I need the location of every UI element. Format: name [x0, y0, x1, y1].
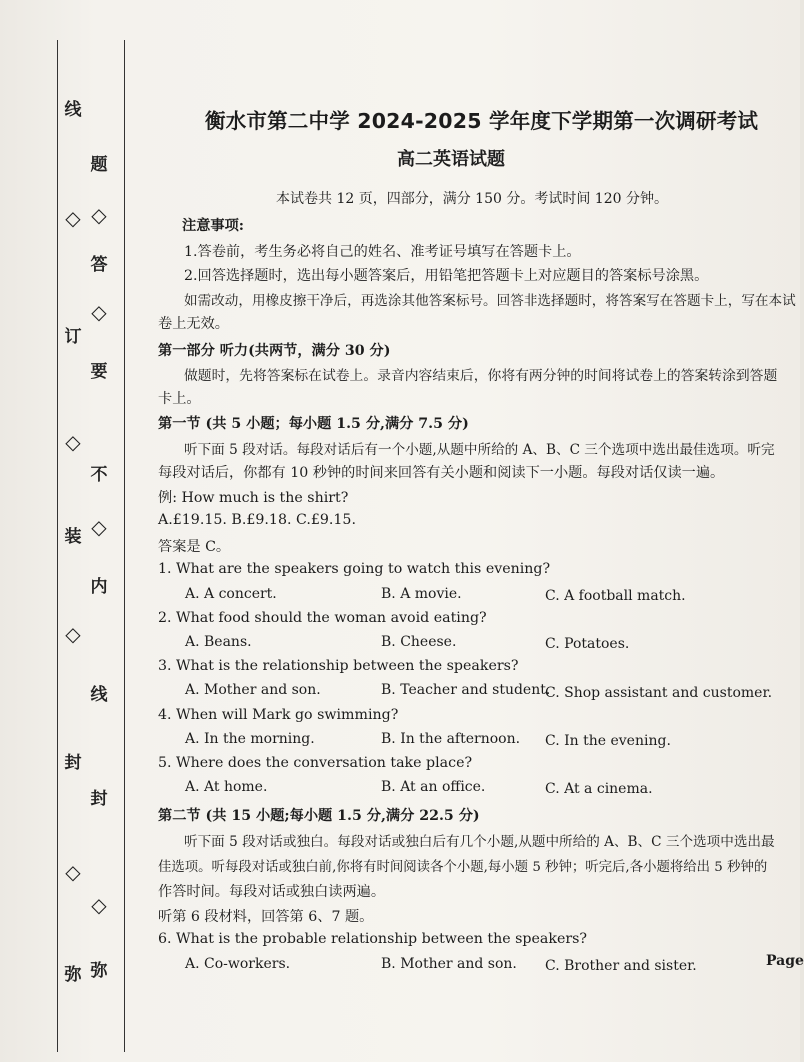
notice-item: 2.回答选择题时，选出每小题答案后，用铅笔把答题卡上对应题目的答案标号涂黑。	[184, 268, 709, 284]
margin-char: 要	[90, 362, 108, 382]
option-c: C. At a cinema.	[545, 781, 653, 797]
question-text: 3. What is the relationship between the speakers?	[158, 658, 519, 674]
binding-line-right	[124, 40, 125, 1052]
margin-diamond: ◇	[91, 300, 107, 324]
subject-title: 高二英语试题	[397, 149, 505, 170]
option-b: B. Teacher and student.	[381, 682, 551, 698]
option-c: C. Brother and sister.	[545, 958, 697, 974]
part1-intro: 卡上。	[158, 391, 201, 407]
exam-info: 本试卷共 12 页，四部分，满分 150 分。考试时间 120 分钟。	[276, 191, 668, 207]
margin-char: 线	[64, 100, 82, 120]
option-a: A. In the morning.	[185, 731, 315, 747]
margin-diamond: ◇	[65, 860, 81, 884]
example-answer: 答案是 C。	[158, 539, 231, 555]
section1-intro: 听下面 5 段对话。每段对话后有一个小题,从题中所给的 A、B、C 三个选项中选出最佳选项。听完	[184, 442, 775, 458]
margin-char: 线	[90, 685, 108, 705]
option-c: C. Shop assistant and customer.	[545, 685, 773, 701]
option-a: A. Mother and son.	[185, 682, 321, 698]
margin-diamond: ◇	[91, 515, 107, 539]
margin-diamond: ◇	[65, 430, 81, 454]
notice-item: 如需改动，用橡皮擦干净后，再选涂其他答案标号。回答非选择题时，将答案写在答题卡上，写在本试	[184, 293, 796, 309]
school-title: 衡水市第二中学 2024-2025 学年度下学期第一次调研考试	[205, 109, 759, 133]
question-text: 5. Where does the conversation take place?	[158, 755, 473, 771]
part1-intro: 做题时，先将答案标在试卷上。录音内容结束后，你将有两分钟的时间将试卷上的答案转涂到答题	[184, 368, 778, 384]
section1-heading: 第一节 (共 5 小题；每小题 1.5 分,满分 7.5 分)	[158, 416, 469, 432]
margin-diamond: ◇	[91, 893, 107, 917]
part1-heading: 第一部分 听力(共两节，满分 30 分)	[158, 343, 391, 359]
option-b: B. Cheese.	[381, 634, 457, 650]
option-a: A. Beans.	[185, 634, 252, 650]
margin-diamond: ◇	[91, 203, 107, 227]
notice-heading: 注意事项:	[182, 218, 244, 234]
margin-diamond: ◇	[65, 206, 81, 230]
section1-intro: 每段对话后，你都有 10 秒钟的时间来回答有关小题和阅读下一小题。每段对话仅读一遍。	[158, 465, 725, 481]
margin-char: 内	[90, 577, 108, 597]
option-a: A. At home.	[185, 779, 268, 795]
option-b: B. In the afternoon.	[381, 731, 521, 747]
page-label: Page	[766, 953, 804, 969]
question-text: 4. When will Mark go swimming?	[158, 707, 399, 723]
margin-char: 不	[90, 465, 108, 485]
option-c: C. Potatoes.	[545, 636, 630, 652]
section2-intro: 佳选项。听每段对话或独白前,你将有时间阅读各个小题,每小题 5 秒钟；听完后,各小题将给出 5 秒钟的	[158, 860, 768, 875]
margin-char: 订	[64, 327, 82, 347]
section2-heading: 第二节 (共 15 小题;每小题 1.5 分,满分 22.5 分)	[158, 808, 480, 824]
binding-margin	[0, 0, 140, 1062]
margin-char: 弥	[90, 961, 108, 981]
question-text: 2. What food should the woman avoid eating?	[158, 610, 487, 626]
option-a: A. Co-workers.	[185, 956, 291, 972]
option-b: B. Mother and son.	[381, 956, 517, 972]
margin-diamond: ◇	[65, 622, 81, 646]
section2-intro: 作答时间。每段对话或独白读两遍。	[158, 884, 386, 900]
option-a: A. A concert.	[185, 586, 277, 602]
margin-char: 装	[64, 527, 82, 547]
margin-char: 封	[64, 753, 82, 773]
option-c: C. A football match.	[545, 588, 686, 604]
binding-line-left	[57, 40, 58, 1052]
option-b: B. At an office.	[381, 779, 486, 795]
margin-char: 弥	[64, 965, 82, 985]
example-options: A.£19.15. B.£9.18. C.£9.15.	[158, 512, 356, 528]
notice-item: 1.答卷前，考生务必将自己的姓名、准考证号填写在答题卡上。	[184, 244, 581, 260]
question-text: 6. What is the probable relationship between the speakers?	[158, 931, 588, 947]
margin-char: 答	[90, 255, 108, 275]
option-c: C. In the evening.	[545, 733, 671, 749]
margin-char: 题	[90, 155, 108, 175]
option-b: B. A movie.	[381, 586, 462, 602]
material-instruction: 听第 6 段材料，回答第 6、7 题。	[158, 909, 374, 925]
example-question: 例: How much is the shirt?	[158, 490, 349, 506]
section2-intro: 听下面 5 段对话或独白。每段对话或独白后有几个小题,从题中所给的 A、B、C 三个选项中选出最	[184, 834, 775, 850]
notice-item: 卷上无效。	[158, 316, 229, 332]
question-text: 1. What are the speakers going to watch this evening?	[158, 561, 551, 577]
margin-char: 封	[90, 789, 108, 809]
